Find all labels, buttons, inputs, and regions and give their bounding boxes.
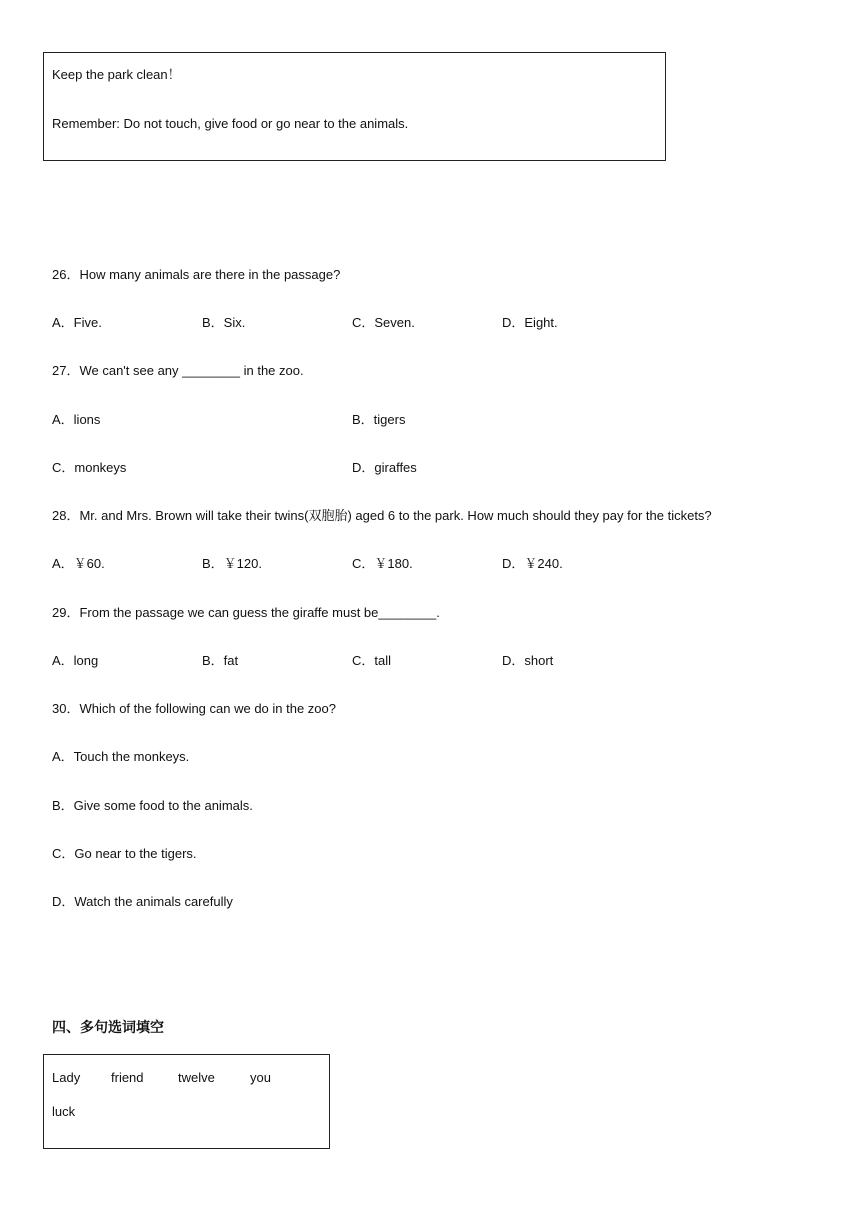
question-30-option-d: D．Watch the animals carefully (52, 894, 233, 909)
question-29-option-b: B．fat (202, 653, 239, 668)
question-27-option-c: C．monkeys (52, 460, 127, 475)
question-28-option-c: C．￥180. (352, 556, 413, 571)
section-4-heading: 四、多句选词填空 (52, 1019, 164, 1035)
question-26-option-c: C．Seven. (352, 315, 415, 330)
notice-line-1: Keep the park clean！ (52, 67, 181, 82)
question-27-option-d: D．giraffes (352, 460, 417, 475)
question-29-option-d: D．short (502, 653, 554, 668)
question-30-option-a: A．Touch the monkeys. (52, 749, 190, 764)
question-28-option-a: A．￥60. (52, 556, 105, 571)
word-bank-word: you (250, 1070, 271, 1085)
word-bank-word: luck (52, 1104, 76, 1119)
word-bank-word: friend (111, 1070, 144, 1085)
question-28-option-b: B．￥120. (202, 556, 262, 571)
question-26-stem: 26．How many animals are there in the passage? (52, 267, 341, 282)
question-27-option-b: B．tigers (352, 412, 406, 427)
question-27-stem: 27．We can't see any ________ in the zoo. (52, 363, 304, 378)
notice-line-2: Remember: Do not touch, give food or go near to the animals. (52, 116, 409, 131)
question-30-option-c: C．Go near to the tigers. (52, 846, 197, 861)
question-30-option-b: B．Give some food to the animals. (52, 798, 253, 813)
question-26-option-b: B．Six. (202, 315, 246, 330)
question-26-option-a: A．Five. (52, 315, 102, 330)
word-bank-box (43, 1054, 330, 1149)
question-29-option-a: A．long (52, 653, 99, 668)
question-30-stem: 30．Which of the following can we do in the zoo? (52, 701, 337, 716)
question-27-option-a: A．lions (52, 412, 101, 427)
question-26-option-d: D．Eight. (502, 315, 558, 330)
question-28-option-d: D．￥240. (502, 556, 563, 571)
word-bank-word: twelve (178, 1070, 215, 1085)
question-28-stem: 28．Mr. and Mrs. Brown will take their twins(双胞胎) aged 6 to the park. How much should they pay for the tickets? (52, 508, 712, 523)
word-bank-word: Lady (52, 1070, 81, 1085)
question-29-stem: 29．From the passage we can guess the giraffe must be________. (52, 605, 440, 620)
question-29-option-c: C．tall (352, 653, 392, 668)
